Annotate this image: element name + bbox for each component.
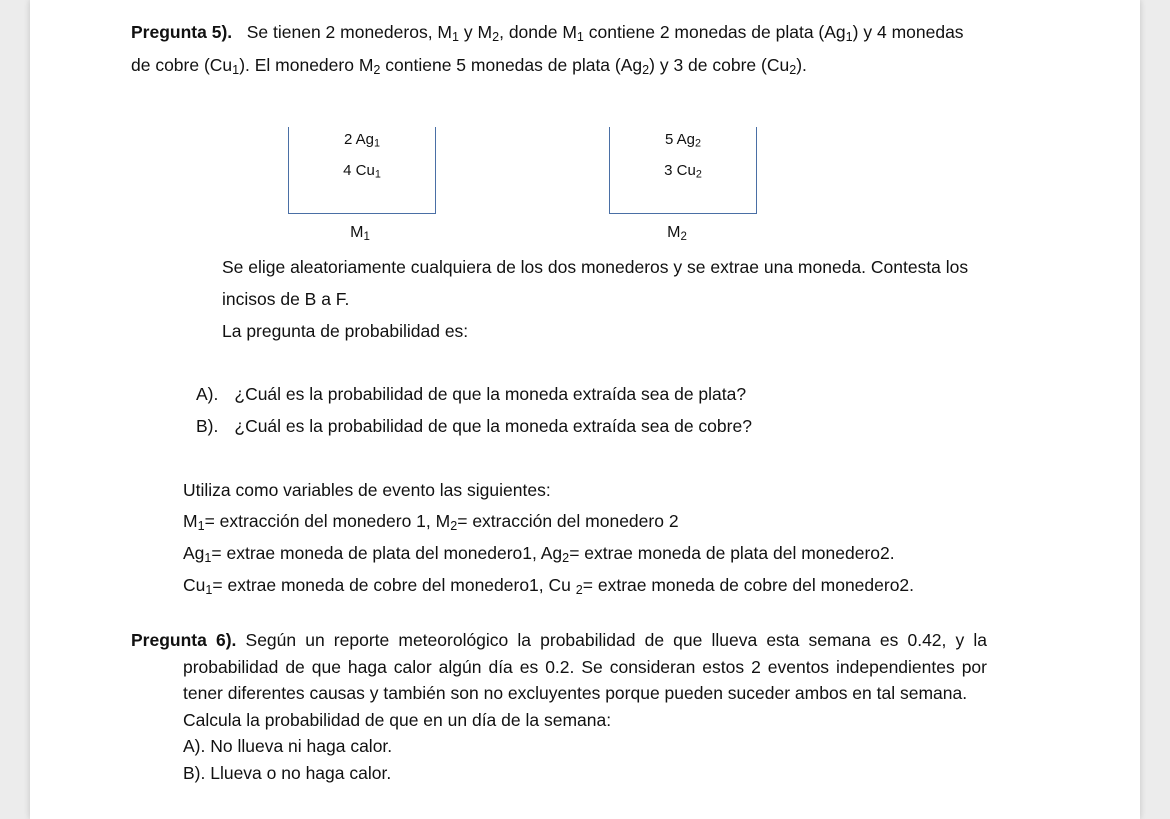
q6-line3: tener diferentes causas y también son no excluyentes porque pueden suceder ambos en tal semana. xyxy=(183,683,968,703)
q5-sub: 2 xyxy=(492,30,500,45)
q5-sub: 2 xyxy=(642,63,650,78)
item-text: ¿Cuál es la probabilidad de que la moneda extraída sea de plata? xyxy=(234,384,747,404)
q5-intro-text: Se tienen 2 monederos, M xyxy=(246,22,452,42)
q5-sub: 1 xyxy=(452,30,460,45)
purse-2-silver: 5 $Ag_2$ xyxy=(664,131,702,150)
purse-2-diagram xyxy=(609,127,757,214)
q6-line4: Calcula la probabilidad de que en un día de la semana: xyxy=(183,710,612,730)
purse-1-diagram xyxy=(288,127,436,214)
q5-sub: 2 xyxy=(373,63,381,78)
q5-intro-text: y M xyxy=(459,22,493,42)
vars-line-cu: $Cu_1=$ extrae moneda de cobre del monedero1, Cu $_2$= extrae moneda de cobre del monedero2. xyxy=(183,575,915,598)
q5-intro-text: contiene 5 monedas de plata (Ag xyxy=(380,55,643,75)
item-label: A). xyxy=(196,384,219,404)
q5-paragraph-line1: Se elige aleatoriamente cualquiera de los dos monederos y se extrae una moneda. Contesta los xyxy=(222,257,969,277)
q5-intro-line1 xyxy=(131,21,964,43)
q6-title: Pregunta 6). xyxy=(131,630,237,650)
q5-item-a xyxy=(196,383,746,405)
q6-line1 xyxy=(131,629,987,651)
q5-sub: 1 xyxy=(845,30,853,45)
q5-intro-text: ). El monedero M xyxy=(239,55,374,75)
q5-intro-text: de cobre (Cu xyxy=(131,55,233,75)
q5-sub: 1 xyxy=(232,63,240,78)
q5-title: Pregunta 5). xyxy=(131,22,233,42)
q5-item-b xyxy=(196,415,752,437)
vars-intro: Utiliza como variables de evento las siguientes: xyxy=(183,480,551,500)
q5-paragraph-line2: incisos de B a F. xyxy=(222,289,350,309)
q5-intro-text: ). xyxy=(796,55,807,75)
vars-line-ag: $Ag_1=$ extrae moneda de plata del monedero1, $Ag_2=$ extrae moneda de plata del monedero2. xyxy=(183,543,895,566)
purse-2-copper: 3 $Cu_2$ xyxy=(664,162,702,181)
document-page xyxy=(30,0,1140,819)
item-text: ¿Cuál es la probabilidad de que la moneda extraída sea de cobre? xyxy=(234,416,752,436)
item-label: B). xyxy=(196,416,219,436)
q5-intro-text: ) y 4 monedas xyxy=(852,22,964,42)
purse-1-copper: 4 $Cu_1$ xyxy=(343,162,381,181)
q5-intro-text: ) y 3 de cobre (Cu xyxy=(649,55,790,75)
q5-sub: 2 xyxy=(789,63,797,78)
q6-item-a: A). No llueva ni haga calor. xyxy=(183,736,393,756)
vars-line-m: $M_1=$ extracción del monedero 1, $M_2=$ extracción del monedero 2 xyxy=(183,511,679,534)
purse-2-label: $M_2$ xyxy=(667,224,687,243)
q5-intro-line2 xyxy=(131,54,807,76)
purse-1-silver: 2 $Ag_1$ xyxy=(343,131,381,150)
q6-line2: probabilidad de que haga calor algún día es 0.2. Se consideran estos 2 eventos independientes por xyxy=(183,657,987,677)
q5-question-intro: La pregunta de probabilidad es: xyxy=(222,321,469,341)
q5-sub: 1 xyxy=(576,30,584,45)
q6-item-b: B). Llueva o no haga calor. xyxy=(183,763,392,783)
purse-1-label: $M_1$ xyxy=(350,224,370,243)
q5-intro-text: contiene 2 monedas de plata (Ag xyxy=(583,22,846,42)
q6-text: Según un reporte meteorológico la probabilidad de que llueva esta semana es 0.42, y la xyxy=(245,630,987,650)
q5-intro-text: , donde M xyxy=(499,22,577,42)
